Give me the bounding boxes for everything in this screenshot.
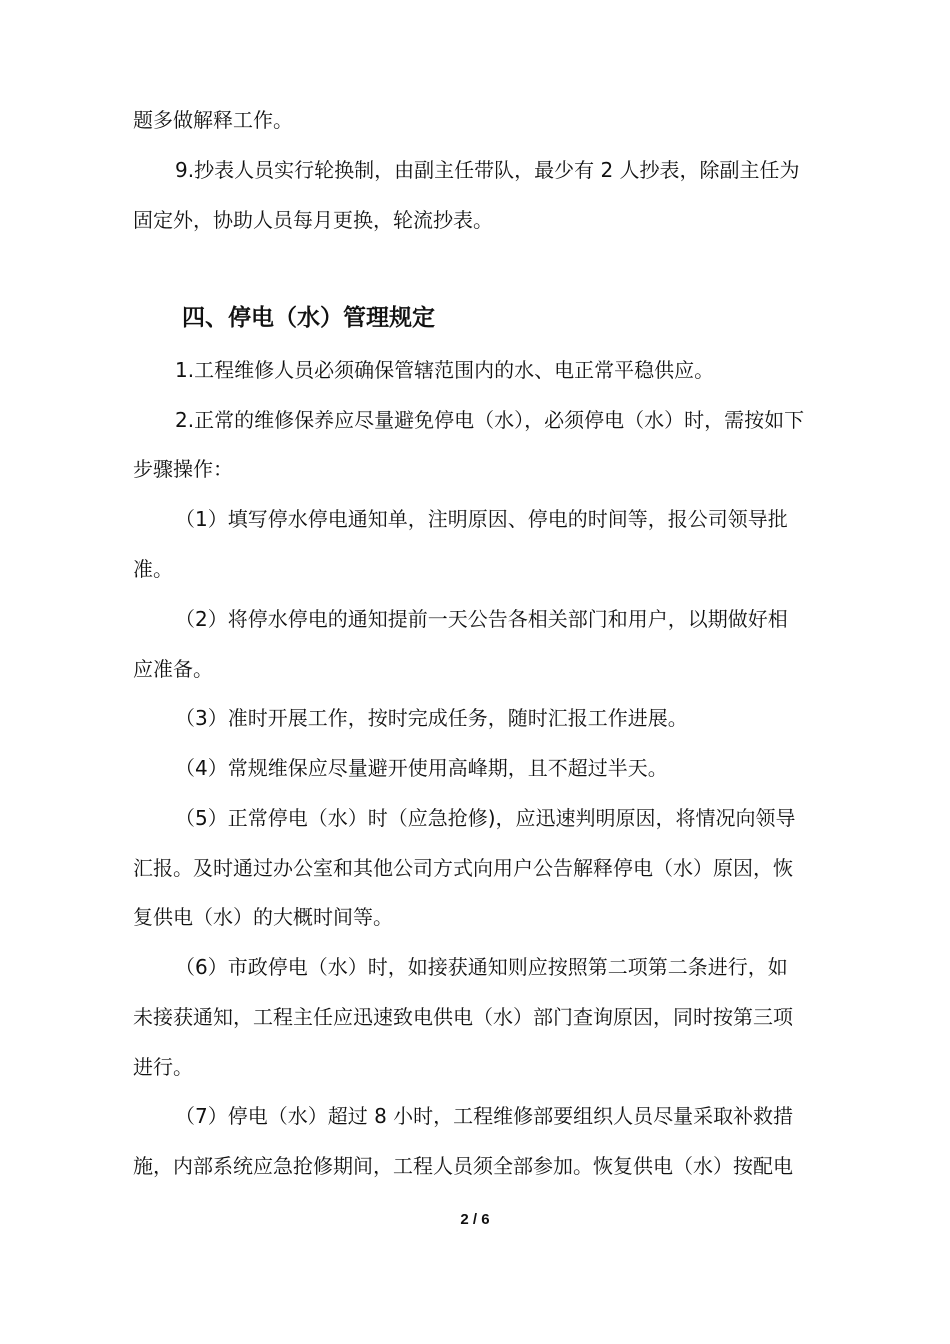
paragraph-line: 施，内部系统应急抢修期间，工程人员须全部参加。恢复供电（水）按配电 [133, 1154, 793, 1178]
paragraph-line: 应准备。 [133, 657, 213, 681]
paragraph-line: 题多做解释工作。 [133, 108, 293, 132]
paragraph-line: 未接获通知，工程主任应迅速致电供电（水）部门查询原因，同时按第三项 [133, 1005, 793, 1029]
paragraph-line: （4）常规维保应尽量避开使用高峰期，且不超过半天。 [175, 756, 668, 780]
paragraph-line: 进行。 [133, 1055, 193, 1079]
paragraph-line: （3）准时开展工作，按时完成任务，随时汇报工作进展。 [175, 706, 688, 730]
paragraph-line: 步骤操作： [133, 457, 233, 481]
paragraph-line: （5）正常停电（水）时（应急抢修)，应迅速判明原因，将情况向领导 [175, 806, 796, 830]
paragraph-line: （2）将停水停电的通知提前一天公告各相关部门和用户，以期做好相 [175, 607, 788, 631]
paragraph-line: 复供电（水）的大概时间等。 [133, 905, 393, 929]
section-heading: 四、停电（水）管理规定 [182, 305, 435, 331]
paragraph-line: 汇报。及时通过办公室和其他公司方式向用户公告解释停电（水）原因，恢 [133, 856, 793, 880]
paragraph-line: 2.正常的维修保养应尽量避免停电（水），必须停电（水）时，需按如下 [175, 408, 805, 432]
paragraph-line: 固定外，协助人员每月更换，轮流抄表。 [133, 208, 493, 232]
paragraph-line: （1）填写停水停电通知单，注明原因、停电的时间等，报公司领导批 [175, 507, 788, 531]
paragraph-line: 准。 [133, 557, 173, 581]
page-number: 2 / 6 [460, 1211, 490, 1228]
paragraph-line: 1.工程维修人员必须确保管辖范围内的水、电正常平稳供应。 [175, 358, 715, 382]
paragraph-line: （6）市政停电（水）时，如接获通知则应按照第二项第二条进行，如 [175, 955, 788, 979]
paragraph-line: （7）停电（水）超过 8 小时，工程维修部要组织人员尽量采取补救措 [175, 1104, 794, 1128]
paragraph-line: 9.抄表人员实行轮换制，由副主任带队，最少有 2 人抄表，除副主任为 [175, 158, 800, 182]
